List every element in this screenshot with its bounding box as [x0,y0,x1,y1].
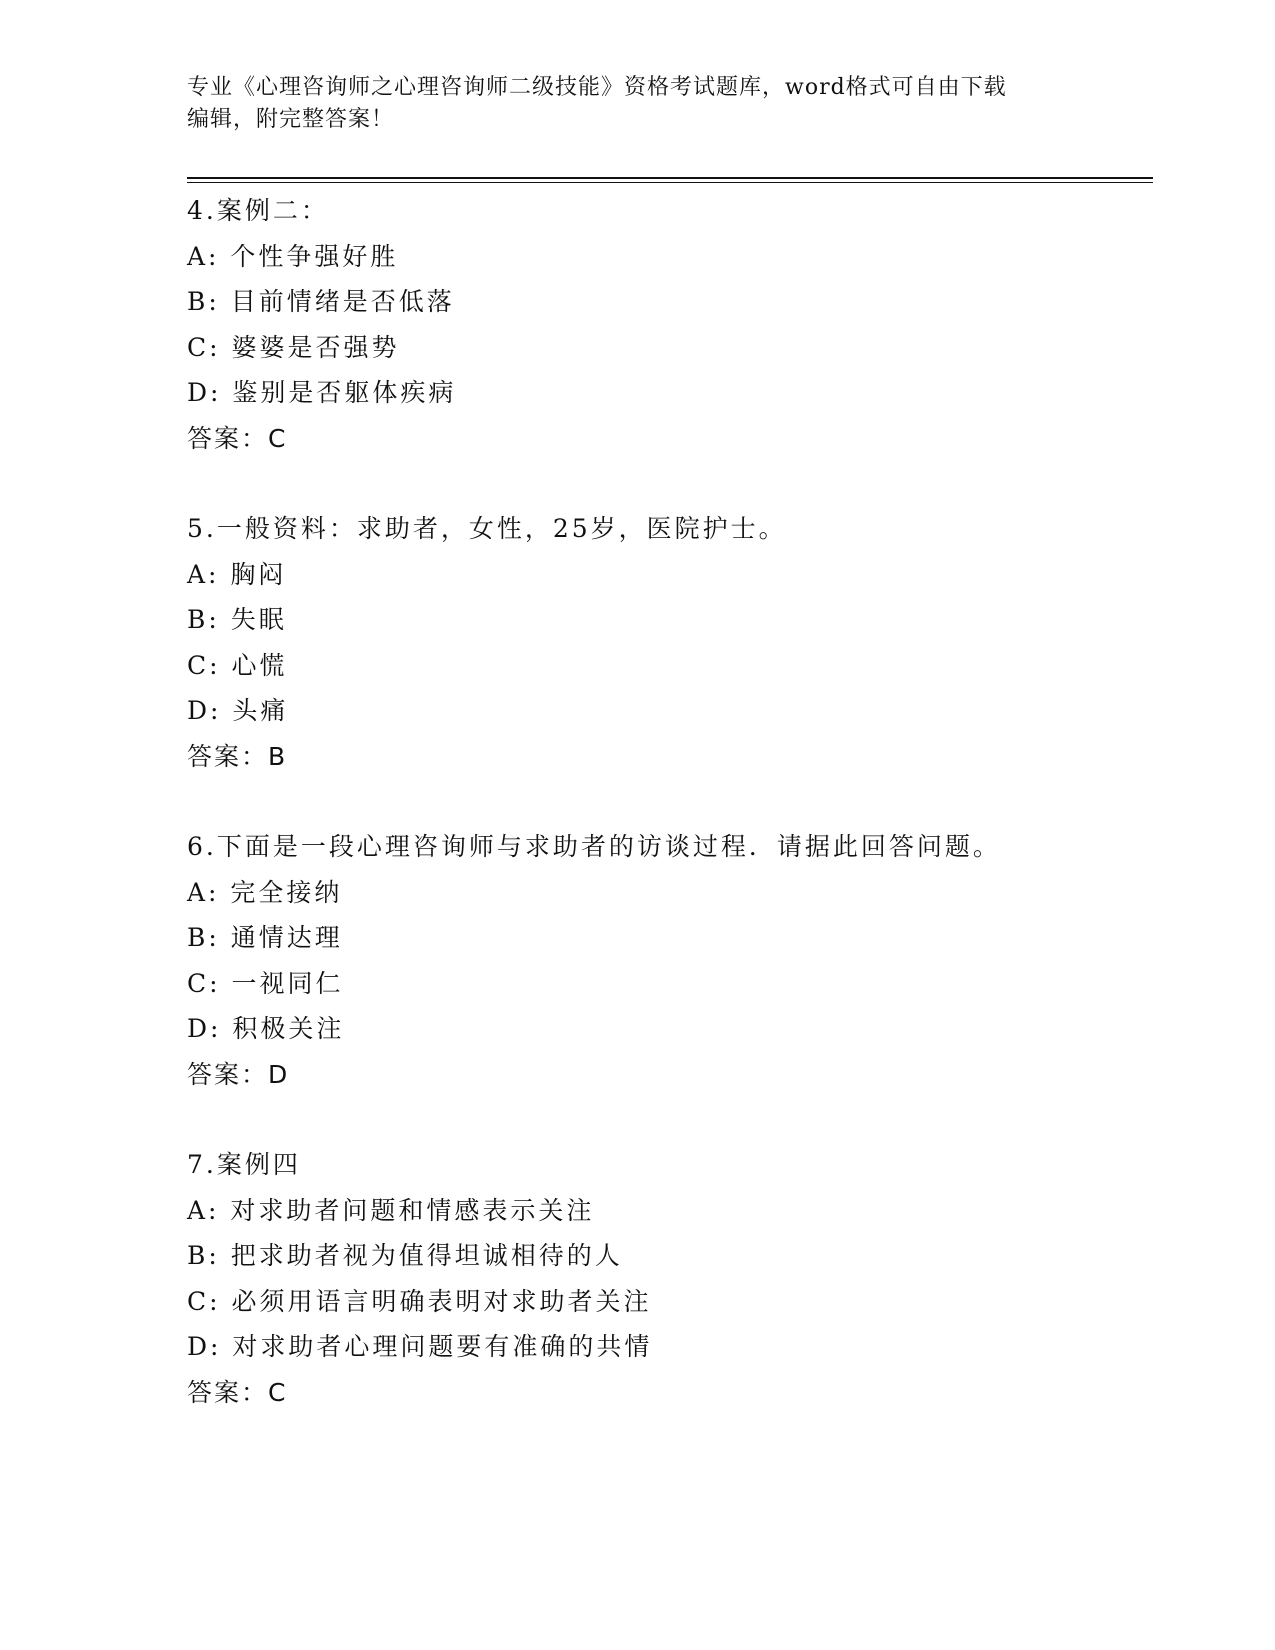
option-b: B: 失眠 [187,605,287,634]
answer-line: 答案：B [187,741,288,771]
option-a: A: 个性争强好胜 [187,241,399,271]
option-d: D: 积极关注 [187,1014,345,1043]
header-divider-thin [187,182,1153,183]
question-list [187,188,1153,1460]
document-header [187,72,1087,136]
option-a: A: 完全接纳 [187,877,343,907]
option-d: D: 对求助者心理问题要有准确的共情 [187,1332,653,1361]
option-b: B: 目前情绪是否低落 [187,287,455,316]
answer-line: 答案：C [187,1377,288,1407]
question-stem: 5.一般资料：求助者，女性，25岁，医院护士。 [187,514,787,543]
option-b: B: 把求助者视为值得坦诚相待的人 [187,1241,623,1270]
question-7 [187,1142,1153,1415]
question-4 [187,188,1153,461]
answer-line: 答案：D [187,1059,290,1089]
option-b: B: 通情达理 [187,923,343,952]
header-divider-thick [187,177,1153,179]
option-a: A: 胸闷 [187,559,287,589]
answer-line: 答案：C [187,423,288,453]
option-d: D: 头痛 [187,696,289,725]
option-c: C: 必须用语言明确表明对求助者关注 [187,1286,652,1316]
option-d: D: 鉴别是否躯体疾病 [187,378,457,407]
question-6 [187,824,1153,1097]
option-c: C: 婆婆是否强势 [187,332,400,362]
header-line-2: 编辑，附完整答案！ [187,107,395,132]
option-a: A: 对求助者问题和情感表示关注 [187,1195,595,1225]
question-stem: 6.下面是一段心理咨询师与求助者的访谈过程．请据此回答问题。 [187,832,1001,861]
option-c: C: 一视同仁 [187,968,344,998]
question-stem: 4.案例二： [187,196,329,225]
header-line-1: 专业《心理咨询师之心理咨询师二级技能》资格考试题库，word格式可自由下载 [187,75,1007,100]
question-5 [187,506,1153,779]
question-stem: 7.案例四 [187,1150,301,1179]
option-c: C: 心慌 [187,650,288,680]
